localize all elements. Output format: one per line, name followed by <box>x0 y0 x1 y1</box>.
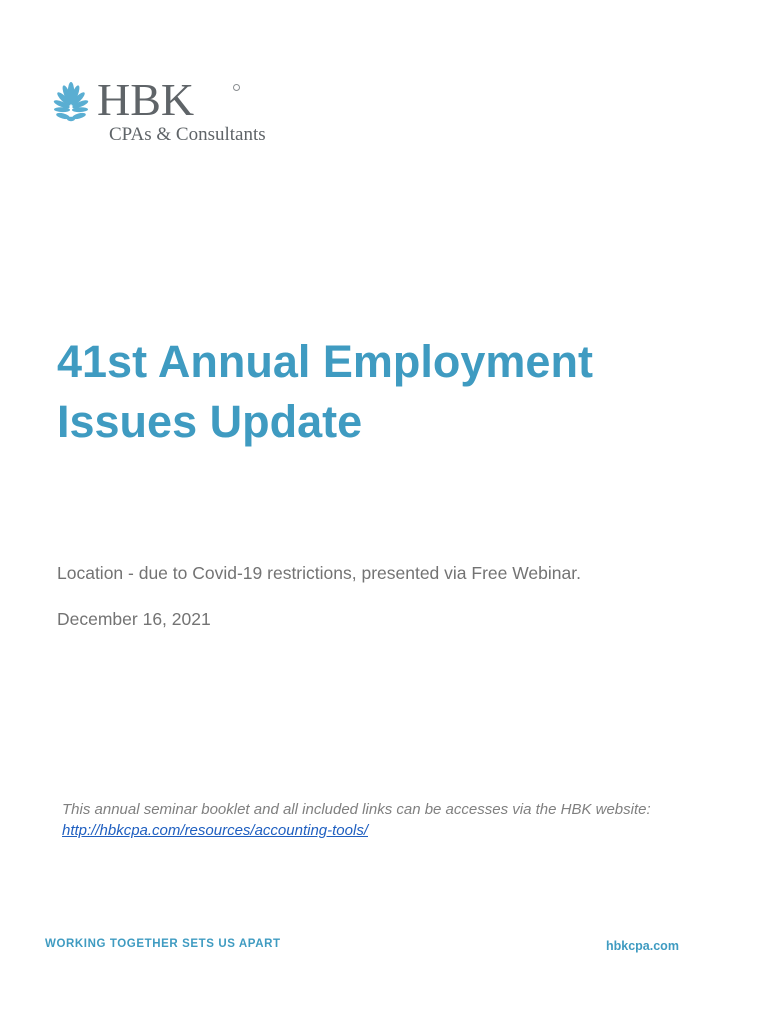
booklet-note-text: This annual seminar booklet and all included links can be accesses via the HBK website: <box>62 801 651 818</box>
logo-wordmark: HBK <box>97 74 195 125</box>
footer-tagline: WORKING TOGETHER SETS US APART <box>45 938 281 950</box>
location-text: Location - due to Covid-19 restrictions, presented via Free Webinar. <box>57 563 581 583</box>
registered-mark-icon <box>233 84 240 91</box>
event-date: December 16, 2021 <box>57 609 211 629</box>
title-line-2: Issues Update <box>57 396 363 447</box>
title-line-1: 41st Annual Employment <box>57 336 593 387</box>
document-title <box>57 332 737 452</box>
lotus-flower-icon <box>45 80 97 126</box>
footer-website: hbkcpa.com <box>606 939 679 953</box>
resources-link[interactable]: http://hbkcpa.com/resources/accounting-tools/ <box>62 822 368 839</box>
company-logo <box>45 74 295 150</box>
booklet-note <box>62 799 702 841</box>
logo-subtitle: CPAs & Consultants <box>109 124 266 145</box>
